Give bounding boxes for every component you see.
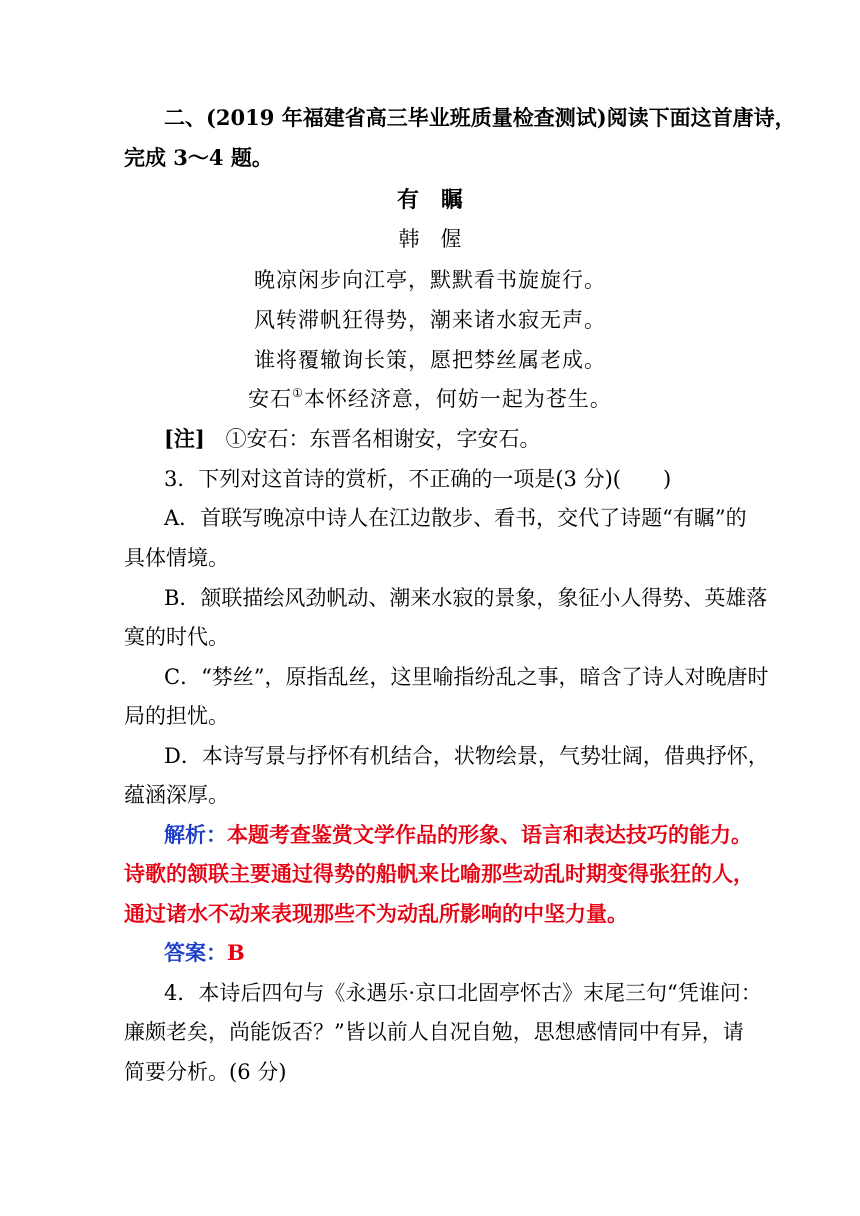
analysis-text-1: 本题考查鉴赏文学作品的形象、语言和表达技巧的能力。 [227, 822, 752, 847]
poem-line-4-end: 本怀经济意，何妨一起为苍生。 [303, 387, 612, 411]
poem-note [164, 423, 541, 453]
note-label: [注] [164, 426, 205, 451]
analysis-line-1 [164, 819, 752, 849]
note-text: ①安石：东晋名相谢安，字安石。 [225, 427, 541, 451]
footnote-marker: ① [292, 386, 304, 400]
answer-value: B [227, 940, 245, 965]
analysis-line-2: 诗歌的颔联主要通过得势的船帆来比喻那些动乱时期变得张狂的人， [124, 861, 754, 886]
answer-label: 答案： [164, 940, 227, 965]
poem-author: 韩 偓 [398, 227, 462, 251]
question-4-line-1: 4．本诗后四句与《永遇乐·京口北固亭怀古》末尾三句“凭谁问： [164, 981, 762, 1005]
analysis-label: 解析： [164, 822, 227, 847]
option-d-line-1: D．本诗写景与抒怀有机结合，状物绘景，气势壮阔，借典抒怀， [164, 744, 769, 768]
poem-title: 有 瞩 [396, 187, 463, 213]
analysis-line-3: 通过诸水不动来表现那些不为动乱所影响的中坚力量。 [124, 901, 628, 926]
option-c-line-2: 局的担忧。 [124, 704, 229, 728]
poem-line-4-start: 安石 [248, 387, 293, 411]
option-d-line-2: 蕴涵深厚。 [124, 783, 229, 807]
question-3-stem: 3．下列对这首诗的赏析，不正确的一项是(3 分)( ) [164, 467, 672, 491]
question-4-line-3: 简要分析。(6 分) [124, 1060, 287, 1084]
option-b-line-1: B．颔联描绘风劲帆动、潮来水寂的景象，象征小人得势、英雄落 [164, 586, 768, 610]
option-b-line-2: 寞的时代。 [124, 625, 229, 649]
answer-line [164, 937, 245, 967]
poem-line-4 [0, 383, 860, 413]
section-header-line-2: 完成 3～4 题。 [124, 145, 273, 170]
poem-line-3: 谁将覆辙询长策，愿把棼丝属老成。 [254, 348, 606, 372]
option-a-line-2: 具体情境。 [124, 546, 229, 570]
option-a-line-1: A．首联写晚凉中诗人在江边散步、看书，交代了诗题“有瞩”的 [164, 506, 747, 530]
question-4-line-2: 廉颇老矣，尚能饭否？”皆以前人自况自勉，思想感情同中有异，请 [124, 1020, 744, 1044]
option-c-line-1: C．“棼丝”，原指乱丝，这里喻指纷乱之事，暗含了诗人对晚唐时 [164, 665, 769, 689]
poem-line-1: 晚凉闲步向江亭，默默看书旋旋行。 [254, 268, 606, 292]
poem-line-2: 风转滞帆狂得势，潮来诸水寂无声。 [254, 308, 606, 332]
section-header-line-1: 二、(2019 年福建省高三毕业班质量检查测试)阅读下面这首唐诗， [164, 105, 796, 130]
